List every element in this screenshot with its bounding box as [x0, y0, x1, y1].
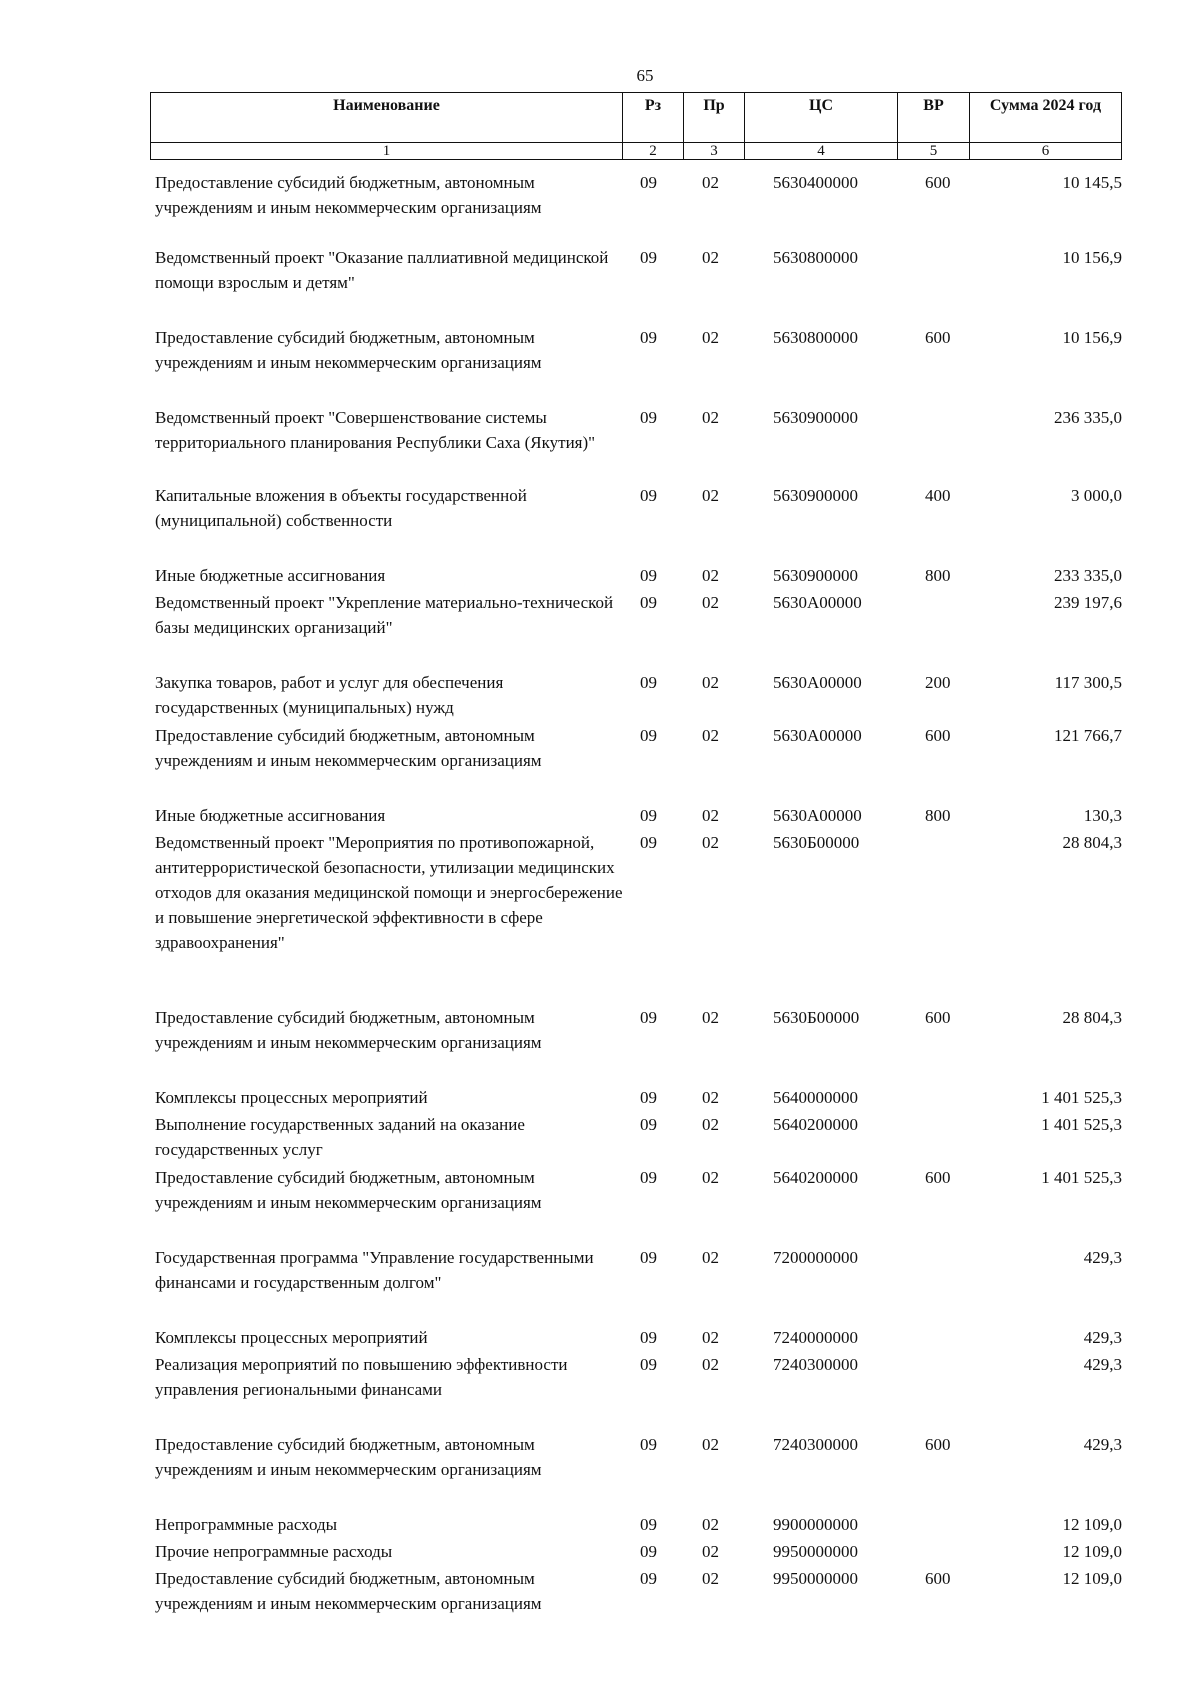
row-name: Предоставление субсидий бюджетным, автономным учреждениям и иным некоммерческим организациям	[155, 726, 542, 770]
row-name: Иные бюджетные ассигнования	[155, 566, 386, 585]
row-rz: 09	[640, 1115, 657, 1134]
row-name: Комплексы процессных мероприятий	[155, 1328, 428, 1347]
row-sum: 12 109,0	[1062, 1542, 1122, 1561]
row-sum: 28 804,3	[1062, 833, 1122, 852]
row-pr: 02	[702, 1435, 719, 1454]
row-name: Капитальные вложения в объекты государственной (муниципальной) собственности	[155, 486, 527, 530]
page-number: 65	[636, 66, 654, 85]
row-rz: 09	[640, 1328, 657, 1347]
row-cs: 5630900000	[773, 566, 858, 585]
row-name: Предоставление субсидий бюджетным, автономным учреждениям и иным некоммерческим организациям	[155, 328, 542, 372]
column-number: 1	[151, 143, 623, 160]
row-pr: 02	[702, 1088, 719, 1107]
row-sum: 239 197,6	[1054, 593, 1122, 612]
column-number: 2	[623, 143, 684, 160]
row-cs: 5630900000	[773, 486, 858, 505]
row-name: Предоставление субсидий бюджетным, автономным учреждениям и иным некоммерческим организациям	[155, 1008, 542, 1052]
row-name: Ведомственный проект "Оказание паллиативной медицинской помощи взрослым и детям"	[155, 248, 609, 292]
row-vr: 600	[925, 173, 951, 192]
row-name: Ведомственный проект "Укрепление материально-технической базы медицинских организаций"	[155, 593, 614, 637]
row-sum: 117 300,5	[1054, 673, 1122, 692]
row-pr: 02	[702, 1569, 719, 1588]
row-rz: 09	[640, 806, 657, 825]
row-pr: 02	[702, 1542, 719, 1561]
header-row	[151, 93, 1122, 143]
row-cs: 5630800000	[773, 328, 858, 347]
row-cs: 5630А00000	[773, 593, 862, 612]
row-rz: 09	[640, 1542, 657, 1561]
row-vr: 600	[925, 726, 951, 745]
row-pr: 02	[702, 173, 719, 192]
row-rz: 09	[640, 673, 657, 692]
row-rz: 09	[640, 1569, 657, 1588]
header-rz: Рз	[623, 93, 684, 143]
header-sum: Сумма 2024 год	[970, 93, 1122, 143]
row-pr: 02	[702, 408, 719, 427]
row-pr: 02	[702, 328, 719, 347]
row-pr: 02	[702, 593, 719, 612]
row-vr: 600	[925, 1435, 951, 1454]
row-pr: 02	[702, 726, 719, 745]
row-rz: 09	[640, 408, 657, 427]
row-rz: 09	[640, 248, 657, 267]
row-vr: 600	[925, 1168, 951, 1187]
row-name: Ведомственный проект "Совершенствование системы территориального планирования Республики Саха (Якутия)"	[155, 408, 596, 452]
row-cs: 5630800000	[773, 248, 858, 267]
row-vr: 200	[925, 673, 951, 692]
row-vr: 600	[925, 1008, 951, 1027]
row-name: Предоставление субсидий бюджетным, автономным учреждениям и иным некоммерческим организациям	[155, 1435, 542, 1479]
row-cs: 5630Б00000	[773, 1008, 860, 1027]
row-pr: 02	[702, 673, 719, 692]
header-name: Наименование	[151, 93, 623, 143]
row-cs: 5640000000	[773, 1088, 858, 1107]
row-sum: 10 156,9	[1062, 248, 1122, 267]
row-vr: 800	[925, 566, 951, 585]
row-rz: 09	[640, 1008, 657, 1027]
row-name: Комплексы процессных мероприятий	[155, 1088, 428, 1107]
row-name: Предоставление субсидий бюджетным, автономным учреждениям и иным некоммерческим организациям	[155, 173, 542, 217]
row-rz: 09	[640, 726, 657, 745]
row-name: Государственная программа "Управление государственными финансами и государственным долгом"	[155, 1248, 594, 1292]
column-number: 3	[684, 143, 745, 160]
header-pr: Пр	[684, 93, 745, 143]
row-cs: 5630А00000	[773, 673, 862, 692]
row-name: Закупка товаров, работ и услуг для обеспечения государственных (муниципальных) нужд	[155, 673, 504, 717]
row-name: Предоставление субсидий бюджетным, автономным учреждениям и иным некоммерческим организациям	[155, 1168, 542, 1212]
row-pr: 02	[702, 1115, 719, 1134]
row-pr: 02	[702, 1168, 719, 1187]
row-sum: 429,3	[1083, 1355, 1122, 1374]
row-cs: 5640200000	[773, 1115, 858, 1134]
row-name: Предоставление субсидий бюджетным, автономным учреждениям и иным некоммерческим организациям	[155, 1569, 542, 1613]
row-rz: 09	[640, 1248, 657, 1267]
row-rz: 09	[640, 566, 657, 585]
row-pr: 02	[702, 1355, 719, 1374]
row-sum: 12 109,0	[1062, 1515, 1122, 1534]
row-pr: 02	[702, 248, 719, 267]
column-number: 4	[745, 143, 898, 160]
row-sum: 3 000,0	[1071, 486, 1122, 505]
row-vr: 600	[925, 328, 951, 347]
row-rz: 09	[640, 1168, 657, 1187]
row-name: Выполнение государственных заданий на оказание государственных услуг	[155, 1115, 525, 1159]
row-sum: 1 401 525,3	[1041, 1168, 1122, 1187]
row-cs: 5630А00000	[773, 806, 862, 825]
column-number-row	[151, 143, 1122, 160]
row-pr: 02	[702, 1008, 719, 1027]
row-rz: 09	[640, 486, 657, 505]
row-pr: 02	[702, 1328, 719, 1347]
row-name: Непрограммные расходы	[155, 1515, 338, 1534]
row-pr: 02	[702, 566, 719, 585]
row-vr: 400	[925, 486, 951, 505]
row-cs: 5630400000	[773, 173, 858, 192]
row-rz: 09	[640, 593, 657, 612]
row-rz: 09	[640, 1515, 657, 1534]
row-rz: 09	[640, 173, 657, 192]
row-cs: 9950000000	[773, 1569, 858, 1588]
header-vr: ВР	[898, 93, 970, 143]
row-cs: 7200000000	[773, 1248, 858, 1267]
row-rz: 09	[640, 1435, 657, 1454]
row-cs: 7240300000	[773, 1355, 858, 1374]
row-name: Реализация мероприятий по повышению эффективности управления региональными финансами	[155, 1355, 568, 1399]
row-cs: 9950000000	[773, 1542, 858, 1561]
row-sum: 236 335,0	[1054, 408, 1122, 427]
row-name: Иные бюджетные ассигнования	[155, 806, 386, 825]
row-sum: 429,3	[1083, 1435, 1122, 1454]
row-pr: 02	[702, 1248, 719, 1267]
row-name: Ведомственный проект "Мероприятия по противопожарной, антитеррористической безопасности, утилизации медицинских отходов для оказания медицинской помощи и энергосбережение и повышение энергетической эффективности в сфере здравоохранения"	[155, 833, 623, 952]
row-pr: 02	[702, 486, 719, 505]
row-sum: 1 401 525,3	[1041, 1115, 1122, 1134]
row-sum: 429,3	[1083, 1328, 1122, 1347]
row-cs: 7240300000	[773, 1435, 858, 1454]
row-cs: 5630Б00000	[773, 833, 860, 852]
row-sum: 10 156,9	[1062, 328, 1122, 347]
row-pr: 02	[702, 833, 719, 852]
row-name: Прочие непрограммные расходы	[155, 1542, 393, 1561]
row-pr: 02	[702, 806, 719, 825]
table-header	[150, 92, 1122, 160]
row-cs: 5640200000	[773, 1168, 858, 1187]
column-number: 5	[898, 143, 970, 160]
row-sum: 12 109,0	[1062, 1569, 1122, 1588]
row-rz: 09	[640, 1355, 657, 1374]
row-sum: 1 401 525,3	[1041, 1088, 1122, 1107]
column-number: 6	[970, 143, 1122, 160]
row-rz: 09	[640, 328, 657, 347]
row-rz: 09	[640, 833, 657, 852]
row-sum: 28 804,3	[1062, 1008, 1122, 1027]
row-vr: 800	[925, 806, 951, 825]
row-sum: 233 335,0	[1054, 566, 1122, 585]
row-sum: 130,3	[1083, 806, 1122, 825]
row-cs: 5630900000	[773, 408, 858, 427]
header-cs: ЦС	[745, 93, 898, 143]
row-cs: 7240000000	[773, 1328, 858, 1347]
row-sum: 10 145,5	[1062, 173, 1122, 192]
row-pr: 02	[702, 1515, 719, 1534]
row-sum: 121 766,7	[1054, 726, 1122, 745]
row-cs: 5630А00000	[773, 726, 862, 745]
row-cs: 9900000000	[773, 1515, 858, 1534]
row-sum: 429,3	[1083, 1248, 1122, 1267]
row-rz: 09	[640, 1088, 657, 1107]
row-vr: 600	[925, 1569, 951, 1588]
